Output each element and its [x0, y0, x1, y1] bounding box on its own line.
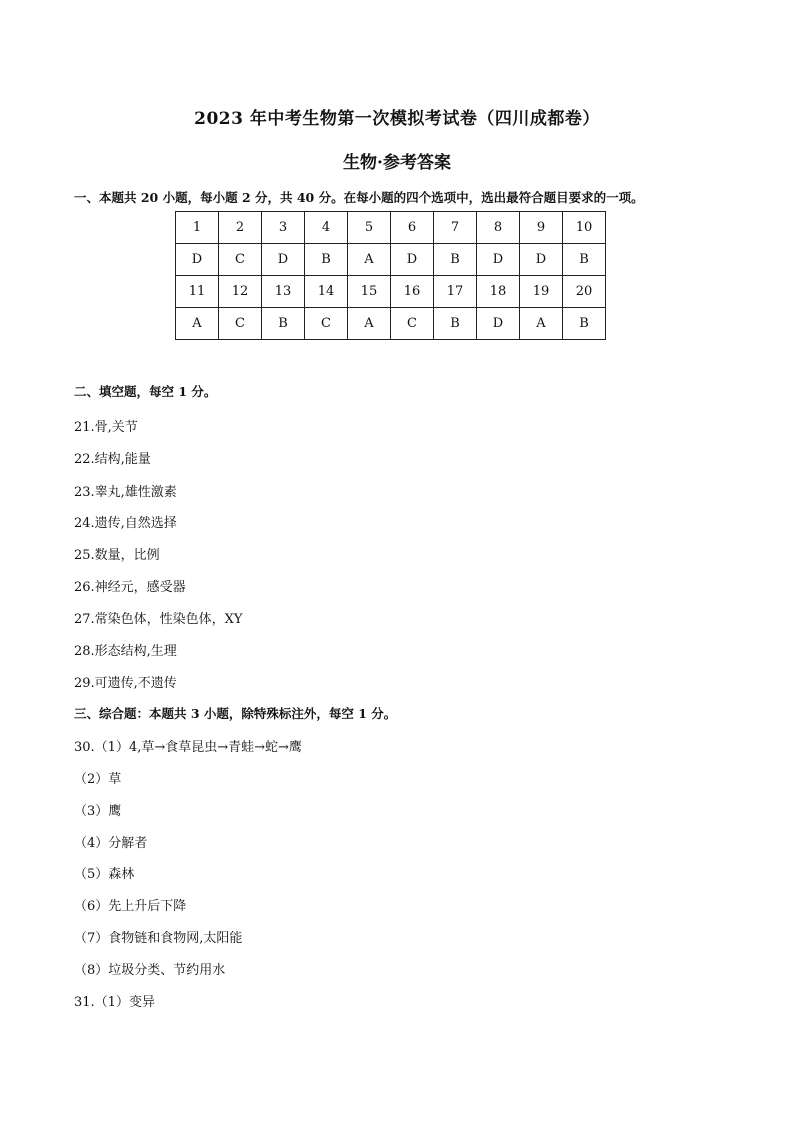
- fill-answer-21: 21.骨,关节: [74, 420, 138, 435]
- answer-cell: B: [563, 244, 606, 276]
- question-number-cell: 19: [520, 276, 563, 308]
- answer-cell: D: [477, 308, 520, 340]
- question-number-cell: 6: [391, 212, 434, 244]
- answer-cell: B: [305, 244, 348, 276]
- answer-cell: B: [434, 244, 477, 276]
- comprehensive-answer-line: 30.（1）4,草→食草昆虫→青蛙→蛇→鹰: [74, 740, 302, 755]
- answer-cell: D: [520, 244, 563, 276]
- comprehensive-answer-line: （8）垃圾分类、节约用水: [74, 963, 226, 978]
- fill-answer-23: 23.睾丸,雄性激素: [74, 485, 177, 500]
- comprehensive-answer-line: （5）森林: [74, 867, 135, 882]
- question-number-cell: 9: [520, 212, 563, 244]
- question-number-cell: 11: [176, 276, 219, 308]
- fill-answer-26: 26.神经元，感受器: [74, 580, 186, 595]
- answer-cell: D: [391, 244, 434, 276]
- question-number-cell: 20: [563, 276, 606, 308]
- question-number-row: [176, 276, 606, 308]
- comprehensive-answer-line: （3）鹰: [74, 804, 122, 819]
- fill-answer-28: 28.形态结构,生理: [74, 644, 177, 659]
- fill-answer-29: 29.可遗传,不遗传: [74, 676, 177, 691]
- question-number-cell: 16: [391, 276, 434, 308]
- answer-cell: B: [262, 308, 305, 340]
- answer-cell: A: [520, 308, 563, 340]
- answer-cell: D: [262, 244, 305, 276]
- section1-heading: 一、本题共 20 小题，每小题 2 分，共 40 分。在每小题的四个选项中，选出最符合题目要求的一项。: [74, 190, 644, 205]
- question-number-cell: 14: [305, 276, 348, 308]
- answer-cell: B: [563, 308, 606, 340]
- comprehensive-answer-line: （4）分解者: [74, 836, 148, 851]
- answer-table: [175, 211, 606, 340]
- answer-cell: B: [434, 308, 477, 340]
- question-number-cell: 12: [219, 276, 262, 308]
- answer-cell: A: [348, 244, 391, 276]
- comprehensive-answer-line: （6）先上升后下降: [74, 899, 187, 914]
- question-number-cell: 13: [262, 276, 305, 308]
- comprehensive-answer-line: （7）食物链和食物网,太阳能: [74, 931, 243, 946]
- answer-cell: A: [176, 308, 219, 340]
- question-number-cell: 4: [305, 212, 348, 244]
- question-number-cell: 2: [219, 212, 262, 244]
- page-subtitle: 生物·参考答案: [343, 153, 451, 173]
- fill-answer-22: 22.结构,能量: [74, 452, 151, 467]
- answer-row: [176, 244, 606, 276]
- fill-answer-27: 27.常染色体，性染色体，XY: [74, 612, 243, 627]
- answer-cell: C: [391, 308, 434, 340]
- section2-heading: 二、填空题，每空 1 分。: [74, 384, 217, 399]
- question-number-cell: 7: [434, 212, 477, 244]
- fill-answer-25: 25.数量，比例: [74, 548, 160, 563]
- answer-cell: D: [477, 244, 520, 276]
- question-number-cell: 1: [176, 212, 219, 244]
- page-title: 2023 年中考生物第一次模拟考试卷（四川成都卷）: [194, 109, 600, 129]
- question-number-cell: 10: [563, 212, 606, 244]
- answer-cell: C: [305, 308, 348, 340]
- question-number-cell: 8: [477, 212, 520, 244]
- comprehensive-answer-line: 31.（1）变异: [74, 995, 155, 1010]
- section3-heading: 三、综合题：本题共 3 小题，除特殊标注外，每空 1 分。: [74, 706, 397, 721]
- fill-answer-24: 24.遗传,自然选择: [74, 516, 177, 531]
- question-number-row: [176, 212, 606, 244]
- question-number-cell: 17: [434, 276, 477, 308]
- comprehensive-answer-line: （2）草: [74, 772, 122, 787]
- question-number-cell: 5: [348, 212, 391, 244]
- question-number-cell: 15: [348, 276, 391, 308]
- answer-cell: A: [348, 308, 391, 340]
- question-number-cell: 3: [262, 212, 305, 244]
- answer-cell: D: [176, 244, 219, 276]
- answer-cell: C: [219, 244, 262, 276]
- question-number-cell: 18: [477, 276, 520, 308]
- answer-cell: C: [219, 308, 262, 340]
- answer-row: [176, 308, 606, 340]
